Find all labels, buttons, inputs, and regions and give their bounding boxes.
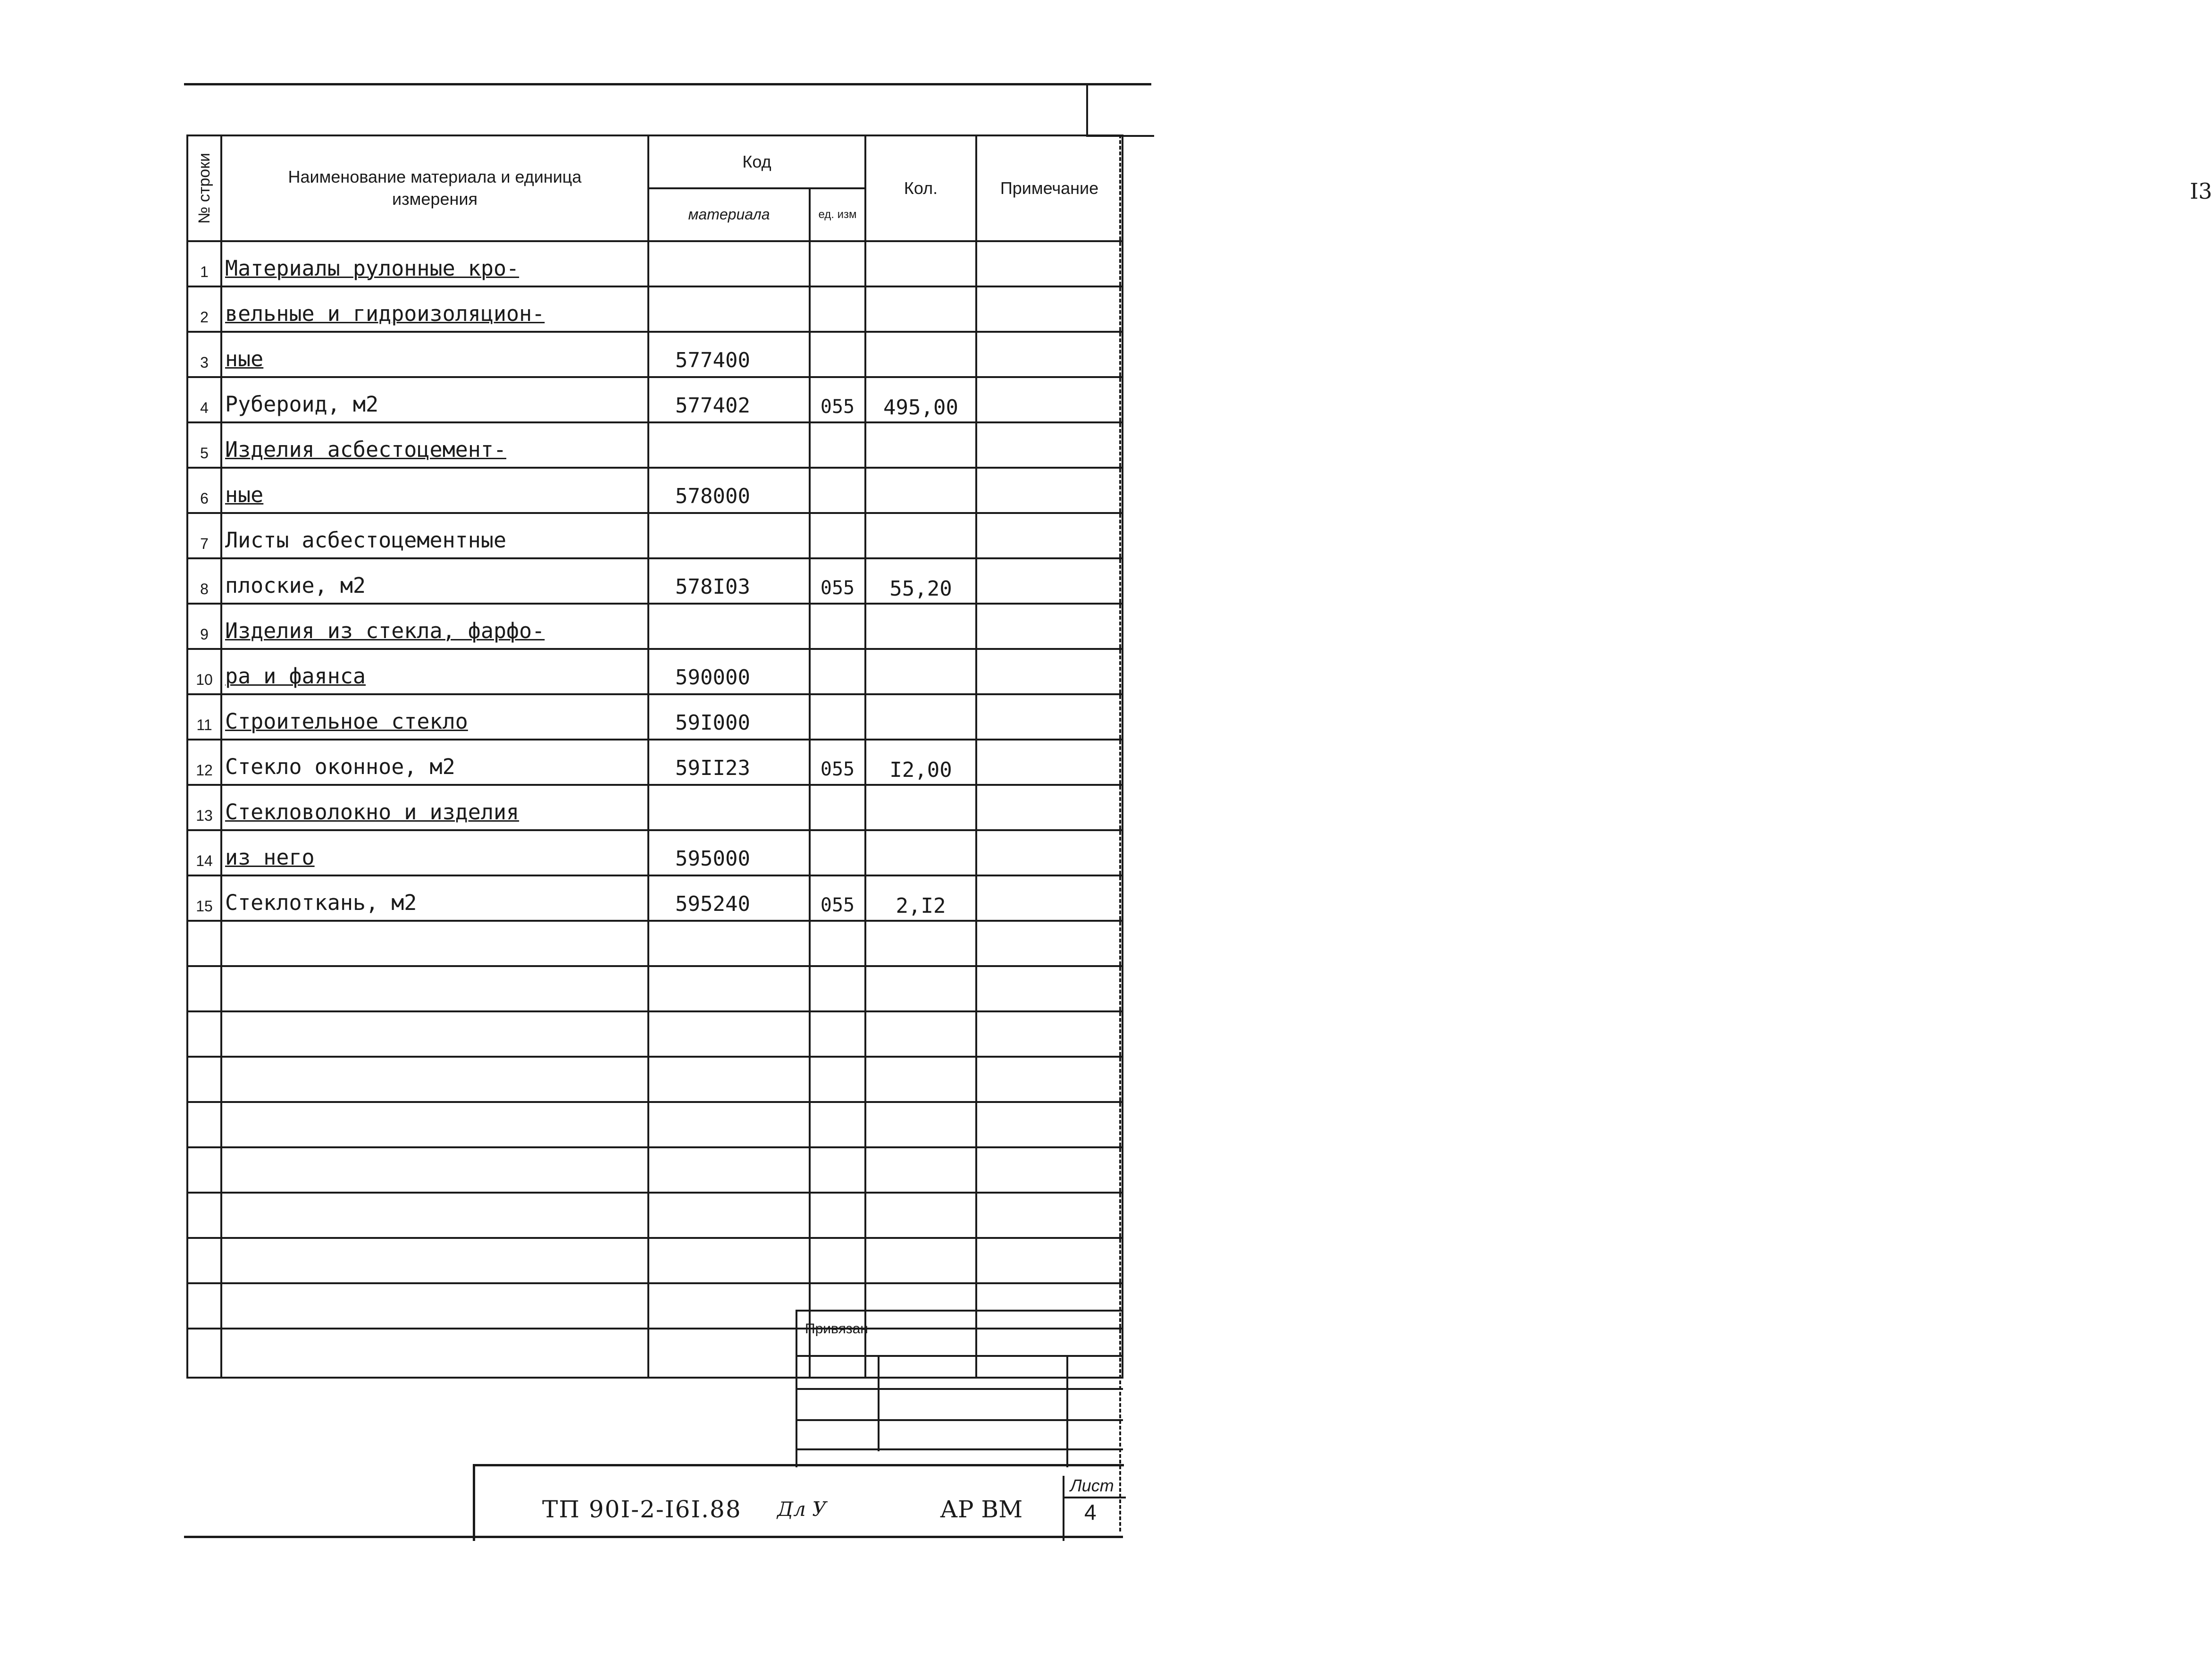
material-name bbox=[221, 1147, 648, 1193]
material-name: Рубероид, м2 bbox=[221, 377, 648, 422]
material-name: Изделия из стекла, фарфо- bbox=[221, 604, 648, 649]
material-code: 578I03 bbox=[648, 558, 810, 604]
unit-code: 055 bbox=[810, 740, 865, 785]
unit-code bbox=[810, 1057, 865, 1102]
quantity bbox=[865, 921, 976, 966]
quantity bbox=[865, 468, 976, 513]
material-code bbox=[648, 921, 810, 966]
row-number bbox=[187, 1102, 221, 1147]
material-code: 59I000 bbox=[648, 694, 810, 740]
material-code bbox=[648, 513, 810, 558]
note bbox=[976, 286, 1123, 332]
quantity bbox=[865, 785, 976, 830]
table-row bbox=[187, 649, 1123, 694]
table-row bbox=[187, 785, 1123, 830]
unit-code bbox=[810, 513, 865, 558]
material-code: 59II23 bbox=[648, 740, 810, 785]
sheet-box-line bbox=[1064, 1497, 1126, 1498]
binding-line bbox=[797, 1448, 1123, 1450]
unit-code bbox=[810, 422, 865, 468]
unit-code bbox=[810, 1102, 865, 1147]
note bbox=[976, 241, 1123, 286]
binding-line bbox=[797, 1388, 1123, 1390]
row-number: 14 bbox=[187, 830, 221, 875]
unit-code bbox=[810, 830, 865, 875]
material-name: Листы асбестоцементные bbox=[221, 513, 648, 558]
quantity bbox=[865, 966, 976, 1011]
material-code: 595240 bbox=[648, 875, 810, 921]
unit-code bbox=[810, 332, 865, 377]
material-code bbox=[648, 422, 810, 468]
header-code-material: материала bbox=[648, 188, 810, 241]
material-name: Стекловолокно и изделия bbox=[221, 785, 648, 830]
material-name: из него bbox=[221, 830, 648, 875]
quantity bbox=[865, 513, 976, 558]
row-number bbox=[187, 1011, 221, 1057]
binding-divider bbox=[1066, 1357, 1068, 1467]
sheet-label: Лист bbox=[1070, 1476, 1114, 1495]
table-row bbox=[187, 241, 1123, 286]
material-code bbox=[648, 966, 810, 1011]
quantity bbox=[865, 604, 976, 649]
table-row bbox=[187, 740, 1123, 785]
table-row bbox=[187, 1057, 1123, 1102]
header-row-no: № строки bbox=[187, 135, 221, 241]
material-name bbox=[221, 1102, 648, 1147]
unit-code bbox=[810, 286, 865, 332]
unit-code bbox=[810, 468, 865, 513]
material-code bbox=[648, 241, 810, 286]
table-row bbox=[187, 830, 1123, 875]
quantity: 2,I2 bbox=[865, 875, 976, 921]
unit-code bbox=[810, 1238, 865, 1283]
material-name: ные bbox=[221, 468, 648, 513]
table-row bbox=[187, 422, 1123, 468]
material-name: ные bbox=[221, 332, 648, 377]
table-row bbox=[187, 377, 1123, 422]
material-name bbox=[221, 1238, 648, 1283]
note bbox=[976, 1011, 1123, 1057]
unit-code bbox=[810, 241, 865, 286]
quantity: 495,00 bbox=[865, 377, 976, 422]
header-code: Код bbox=[648, 135, 865, 188]
material-code: 577402 bbox=[648, 377, 810, 422]
note bbox=[976, 830, 1123, 875]
unit-code bbox=[810, 694, 865, 740]
materials-table bbox=[186, 135, 1123, 1379]
material-code bbox=[648, 1057, 810, 1102]
material-name bbox=[221, 1011, 648, 1057]
note bbox=[976, 1057, 1123, 1102]
table-row bbox=[187, 1102, 1123, 1147]
title-block bbox=[473, 1464, 1124, 1541]
material-code: 577400 bbox=[648, 332, 810, 377]
material-name bbox=[221, 1057, 648, 1102]
section-code: АР ВМ bbox=[940, 1496, 1023, 1523]
binding-divider bbox=[878, 1357, 880, 1451]
table-row bbox=[187, 966, 1123, 1011]
material-code bbox=[648, 1238, 810, 1283]
note bbox=[976, 966, 1123, 1011]
note bbox=[976, 1193, 1123, 1238]
quantity bbox=[865, 649, 976, 694]
row-number: 10 bbox=[187, 649, 221, 694]
row-number bbox=[187, 1283, 221, 1329]
material-code: 578000 bbox=[648, 468, 810, 513]
table-row bbox=[187, 513, 1123, 558]
note bbox=[976, 468, 1123, 513]
note bbox=[976, 513, 1123, 558]
row-number: 1 bbox=[187, 241, 221, 286]
table-row bbox=[187, 1147, 1123, 1193]
header-name: Наименование материала и единица измерения bbox=[221, 135, 648, 241]
material-name bbox=[221, 921, 648, 966]
table-row bbox=[187, 332, 1123, 377]
table-row bbox=[187, 286, 1123, 332]
row-number: 4 bbox=[187, 377, 221, 422]
header-note: Примечание bbox=[976, 135, 1123, 241]
material-name: Материалы рулонные кро- bbox=[221, 241, 648, 286]
note bbox=[976, 875, 1123, 921]
material-name bbox=[221, 966, 648, 1011]
header-code-unit: ед. изм bbox=[810, 188, 865, 241]
quantity bbox=[865, 694, 976, 740]
table-row bbox=[187, 1193, 1123, 1238]
row-number: 7 bbox=[187, 513, 221, 558]
quantity bbox=[865, 1193, 976, 1238]
material-code bbox=[648, 1011, 810, 1057]
material-name: плоские, м2 bbox=[221, 558, 648, 604]
material-code bbox=[648, 1193, 810, 1238]
material-code bbox=[648, 286, 810, 332]
quantity bbox=[865, 286, 976, 332]
unit-code: 055 bbox=[810, 875, 865, 921]
signature-mark: Дл У bbox=[777, 1498, 827, 1521]
material-name bbox=[221, 1283, 648, 1329]
note bbox=[976, 1147, 1123, 1193]
table-header bbox=[187, 135, 1123, 241]
row-number bbox=[187, 1057, 221, 1102]
unit-code: 055 bbox=[810, 377, 865, 422]
table-row bbox=[187, 1238, 1123, 1283]
quantity: 55,20 bbox=[865, 558, 976, 604]
unit-code bbox=[810, 1011, 865, 1057]
note bbox=[976, 1238, 1123, 1283]
material-name: Стеклоткань, м2 bbox=[221, 875, 648, 921]
material-code bbox=[648, 1329, 810, 1378]
sheet-number-box bbox=[1086, 84, 2212, 204]
material-name: ра и фаянса bbox=[221, 649, 648, 694]
table-row bbox=[187, 921, 1123, 966]
table-row bbox=[187, 558, 1123, 604]
material-code bbox=[648, 1102, 810, 1147]
material-code: 590000 bbox=[648, 649, 810, 694]
note bbox=[976, 921, 1123, 966]
quantity: I2,00 bbox=[865, 740, 976, 785]
unit-code bbox=[810, 1147, 865, 1193]
material-code bbox=[648, 1147, 810, 1193]
header-quantity: Кол. bbox=[865, 135, 976, 241]
sheet-value: 4 bbox=[1084, 1500, 1097, 1524]
table-body bbox=[187, 241, 1123, 1378]
quantity bbox=[865, 422, 976, 468]
material-code bbox=[648, 785, 810, 830]
binding-line bbox=[797, 1355, 1123, 1357]
unit-code: 055 bbox=[810, 558, 865, 604]
row-number: 15 bbox=[187, 875, 221, 921]
note bbox=[976, 604, 1123, 649]
row-number: 5 bbox=[187, 422, 221, 468]
table-row bbox=[187, 1011, 1123, 1057]
row-number: 9 bbox=[187, 604, 221, 649]
material-name: вельные и гидроизоляцион- bbox=[221, 286, 648, 332]
material-name: Изделия асбестоцемент- bbox=[221, 422, 648, 468]
row-number bbox=[187, 1147, 221, 1193]
sheet-number: I3 bbox=[2190, 178, 2212, 204]
table-row bbox=[187, 604, 1123, 649]
quantity bbox=[865, 1102, 976, 1147]
note bbox=[976, 377, 1123, 422]
note bbox=[976, 694, 1123, 740]
material-name: Стекло оконное, м2 bbox=[221, 740, 648, 785]
row-number bbox=[187, 1193, 221, 1238]
note bbox=[976, 785, 1123, 830]
row-number bbox=[187, 1329, 221, 1378]
note bbox=[976, 422, 1123, 468]
document-code: ТП 90I-2-I6I.88 bbox=[542, 1496, 742, 1523]
row-number: 6 bbox=[187, 468, 221, 513]
row-number: 2 bbox=[187, 286, 221, 332]
quantity bbox=[865, 830, 976, 875]
material-code bbox=[648, 604, 810, 649]
material-name bbox=[221, 1193, 648, 1238]
row-number bbox=[187, 1238, 221, 1283]
row-number: 12 bbox=[187, 740, 221, 785]
material-code bbox=[648, 1283, 810, 1329]
top-frame-line bbox=[184, 83, 1151, 85]
binding-block bbox=[796, 1310, 1123, 1467]
note bbox=[976, 740, 1123, 785]
unit-code bbox=[810, 1193, 865, 1238]
unit-code bbox=[810, 921, 865, 966]
material-name: Строительное стекло bbox=[221, 694, 648, 740]
quantity bbox=[865, 1011, 976, 1057]
quantity bbox=[865, 241, 976, 286]
material-code: 595000 bbox=[648, 830, 810, 875]
note bbox=[976, 1102, 1123, 1147]
unit-code bbox=[810, 649, 865, 694]
row-number bbox=[187, 966, 221, 1011]
quantity bbox=[865, 1057, 976, 1102]
row-number bbox=[187, 921, 221, 966]
table-row bbox=[187, 875, 1123, 921]
unit-code bbox=[810, 966, 865, 1011]
unit-code bbox=[810, 785, 865, 830]
row-number: 11 bbox=[187, 694, 221, 740]
binding-label: Привязан bbox=[805, 1321, 868, 1337]
row-number: 13 bbox=[187, 785, 221, 830]
row-number: 8 bbox=[187, 558, 221, 604]
table-row bbox=[187, 694, 1123, 740]
material-name bbox=[221, 1329, 648, 1378]
quantity bbox=[865, 1238, 976, 1283]
quantity bbox=[865, 332, 976, 377]
note bbox=[976, 558, 1123, 604]
binding-line bbox=[797, 1419, 1123, 1421]
note bbox=[976, 649, 1123, 694]
quantity bbox=[865, 1147, 976, 1193]
row-number: 3 bbox=[187, 332, 221, 377]
table-row bbox=[187, 468, 1123, 513]
sheet-box bbox=[1063, 1476, 1126, 1541]
unit-code bbox=[810, 604, 865, 649]
note bbox=[976, 332, 1123, 377]
